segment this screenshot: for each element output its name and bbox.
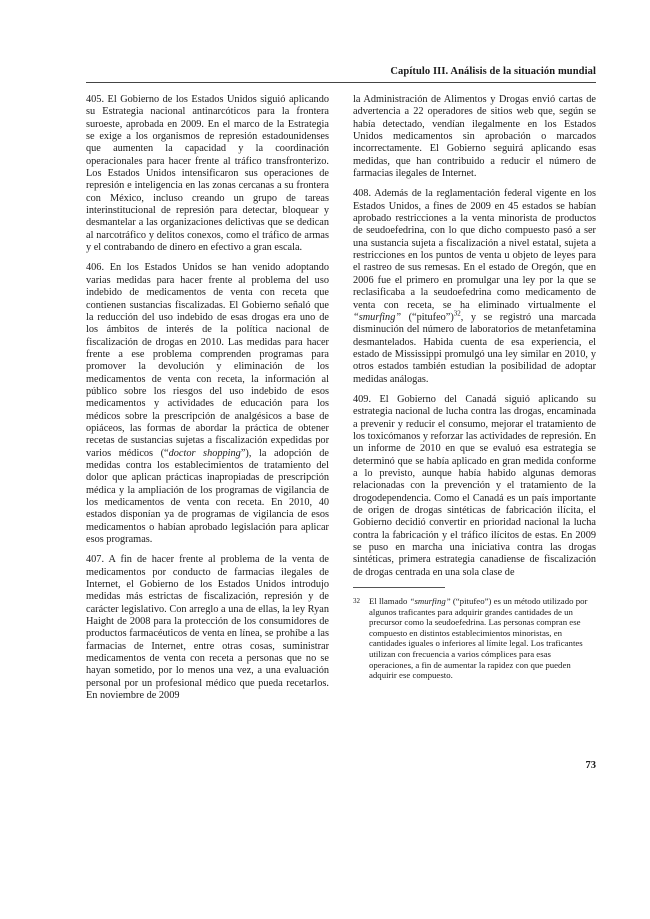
footnote-rule (353, 587, 445, 588)
paragraph-408-text-b: (“pitufeo”) (401, 311, 454, 323)
paragraph-406-text-b: ”), la adopción de medidas contra los establecimientos de tratamiento del dolor que aplican prácticas inapropiadas de prescripción médica y la ampliación de los programas de vigilancia de los medicamentos de venta con receta. En 2010, 40 estados disponían ya de programas de vigilancia de esos medicamentos o habían aprobado legislación para aplicar esos programas. (86, 447, 329, 546)
header-rule (86, 82, 596, 83)
left-column (86, 94, 329, 711)
paragraph-408-text-a: 408. Además de la reglamentación federal vigente en los Estados Unidos, a fines de 2009 en 45 estados se habían aprobado restricciones a la venta minorista de productos de seudoefedrina, con lo que dicho compuesto pasó a ser una sustancia sujeta a fiscalización a nivel estatal, sujeta a restricciones en los puntos de venta u objeto de leyes para el rastreo de sus remesas. En el estado de Oregón, que en 2006 fue el primero en promulgar una ley por la que se reclasificaba a la seudoefedrina como medicamento de venta con receta, se ha eliminado virtualmente el (353, 188, 596, 311)
page-number: 73 (585, 760, 596, 771)
footnote (353, 596, 596, 681)
paragraph-407: 407. A fin de hacer frente al problema de la venta de medicamentos por conducto de farmacias ilegales de Internet, el Gobierno de los Estados Unidos introdujo medidas más estrictas de fiscalización, represión y de carácter legislativo. Con arreglo a una de ellas, la ley Ryan Haight de 2008 para la protección de los consumidores de productos farmacéuticos de venta en línea, se prohíbe a las farmacias de Internet, entre otras cosas, suministrar medicamentos de venta con receta a personas que no se hayan sometido, por lo menos una vez, a una evaluación personal por un profesional médico que pueda recetarlos. En noviembre de 2009 (86, 554, 329, 702)
paragraph-406-italic: doctor shopping (168, 447, 241, 459)
paragraph-408 (353, 188, 596, 386)
paragraph-405: 405. El Gobierno de los Estados Unidos siguió aplicando su Estrategia nacional antinarcóticos para la frontera suroeste, aprobada en 2009. En el marco de la Estrategia se exige a los organismos de represión estadounidenses que aumenten la capacidad y la coordinación operacionales para hacer frente al tráfico transfronterizo. Los Estados Unidos intensificaron sus operaciones de represión e inteligencia en las zonas cercanas a su frontera con México, incluso creando un grupo de tareas interinstitucional de represión para detectar, bloquear y desmantelar a las organizaciones delictivas que se dedican al narcotráfico y delitos conexos, como el tráfico de armas y el contrabando de dinero en efectivo a gran escala. (86, 94, 329, 254)
footnote-number: 32 (353, 597, 360, 606)
paragraph-409: 409. El Gobierno del Canadá siguió aplicando su estrategia nacional de lucha contra las drogas, encaminada a prevenir y reducir el consumo, mejorar el tratamiento de los toxicómanos y reforzar las actividades de represión. En un informe de 2010 en que se evaluó esa estrategia se determinó que se había aplicado en gran medida conforme a lo previsto, aunque había habido algunas demoras relacionadas con la prevención y el tratamiento de la drogodependencia. Como el Canadá es un país importante de origen de drogas sintéticas de fabricación ilícita, el Gobierno decidió convertir en prioridad nacional la lucha contra la fabricación y el tráfico ilícitos de estas. En 2009 se puso en marcha una iniciativa contra las drogas sintéticas, primera estrategia canadiense de fiscalización de drogas centrada en una sola clase de (353, 393, 596, 578)
paragraph-406-text-a: 406. En los Estados Unidos se han venido adoptando varias medidas para hacer frente al problema del uso indebido de medicamentos de venta con receta que contienen sustancias fiscalizadas. El Gobierno señaló que la reducción del uso indebido de esas drogas era uno de los ámbitos de interés de la política nacional de fiscalización de drogas en 2010. Las medidas para hacer frente a ese problema comprenden programas para promover la devolución y eliminación de los medicamentos de venta con receta, la información al público sobre los riesgos del uso indebido de esos medicamentos y actividades de educación para los médicos sobre la prescripción de analgésicos a base de opiáceos, las formas de abordar la práctica de obtener recetas de sustancias sujetas a fiscalización expedidas por varios médicos (“ (86, 262, 329, 459)
footnote-reference[interactable]: 32 (453, 309, 461, 318)
running-header: Capítulo III. Análisis de la situación mundial (390, 66, 596, 77)
right-column (353, 94, 596, 681)
paragraph-406 (86, 262, 329, 546)
paragraph-408-text-c: , y se registró una marcada disminución del número de laboratorios de metanfetamina desmantelados. Habida cuenta de esa experiencia, el estado de Mississippi promulgó una ley similar en 2010, y otros estados también estudian la posibilidad de adoptar medidas análogas. (353, 311, 596, 385)
footnote-italic: “smurfing” (409, 596, 451, 607)
paragraph-408-italic: “smurfing” (353, 311, 402, 323)
footnote-text-b: (“pitufeo”) es un método utilizado por algunos traficantes para adquirir grandes cantidades de un precursor como la seudoefedrina. Las personas compran ese compuesto en distintos establecimientos minoristas, en cantidades iguales o inferiores al límite legal. Los traficantes utilizan con frecuencia a varios cómplices para esas operaciones, a fin de aumentar la rapidez con que pueden adquirir ese compuesto. (369, 596, 588, 681)
footnote-text-a: El llamado (369, 596, 410, 607)
paragraph-407-continued: la Administración de Alimentos y Drogas envió cartas de advertencia a 22 operadores de sitios web que, según se había detectado, vendían ilegalmente en los Estados Unidos medicamentos sin aprobación o marcados incorrectamente. El Gobierno seguirá aplicando esas medidas, que han contribuido a reducir el número de farmacias ilegales de Internet. (353, 94, 596, 180)
